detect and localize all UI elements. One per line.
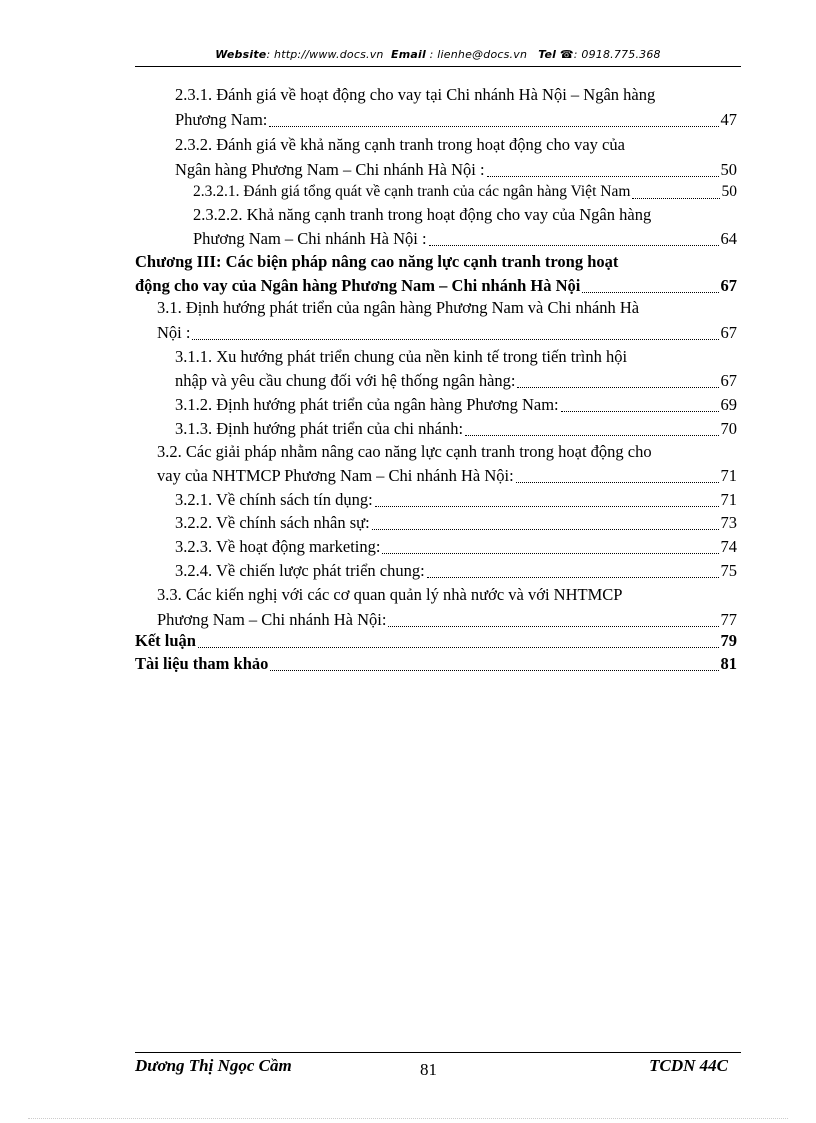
toc-entry-line: 3.1. Định hướng phát triển của ngân hàng Phương Nam và Chi nhánh Hà (157, 298, 640, 317)
toc-entry-tail (175, 418, 737, 441)
dot-leader (427, 577, 719, 578)
dot-leader (517, 387, 718, 388)
toc-entry-text: 3.2.3. Về hoạt động marketing: (175, 537, 381, 556)
toc-page-number: 67 (720, 276, 737, 295)
toc-page-number: 67 (720, 371, 737, 390)
toc-page-number: 70 (720, 419, 737, 438)
toc-page-number: 73 (720, 513, 737, 532)
dot-leader (582, 292, 718, 293)
toc-entry-tail (175, 489, 737, 512)
toc-entry-line: 2.3.1. Đánh giá về hoạt động cho vay tại Chi nhánh Hà Nội – Ngân hàng (175, 85, 656, 104)
dot-leader (269, 126, 718, 127)
dot-leader (198, 647, 719, 648)
dot-leader (487, 176, 719, 177)
dot-leader (388, 626, 718, 627)
toc-entry-tail (157, 609, 737, 632)
page-header (135, 48, 741, 61)
toc-entry-text: 3.2.4. Về chiến lược phát triển chung: (175, 561, 425, 580)
footer-rule (135, 1052, 741, 1053)
dot-leader (561, 411, 719, 412)
toc-entry-line: Chương III: Các biện pháp nâng cao năng lực cạnh tranh trong hoạt (135, 252, 619, 271)
dot-leader (372, 529, 719, 530)
dot-leader (382, 553, 718, 554)
toc-entry-line: 3.1.1. Xu hướng phát triển chung của nền kinh tế trong tiến trình hội (175, 347, 628, 366)
toc-entry-tail (157, 465, 737, 488)
toc-entry-tail (135, 653, 737, 676)
toc-page-number: 50 (721, 183, 737, 200)
toc-entry-line: 2.3.2.2. Khả năng cạnh tranh trong hoạt động cho vay của Ngân hàng (193, 205, 652, 224)
footer-author: Dương Thị Ngọc Cầm (135, 1056, 292, 1075)
dot-leader (192, 339, 718, 340)
toc-entry-line: 3.3. Các kiến nghị với các cơ quan quản lý nhà nước và với NHTMCP (157, 585, 623, 604)
toc-page-number: 71 (720, 466, 737, 485)
toc-entry-tail (175, 394, 737, 417)
toc-page-number: 50 (720, 160, 737, 179)
toc-page-number: 69 (720, 395, 737, 414)
toc-entry-text: 3.1.2. Định hướng phát triển của ngân hàng Phương Nam: (175, 395, 559, 414)
toc-entry-text: Tài liệu tham khảo (135, 654, 269, 673)
toc-entry-tail (193, 181, 737, 204)
dot-leader (465, 435, 718, 436)
dot-leader (375, 506, 719, 507)
toc-entry-text: Phương Nam – Chi nhánh Hà Nội : (193, 229, 427, 248)
tel-value: : 0918.775.368 (573, 48, 661, 61)
website-value: : http://www.docs.vn (266, 48, 384, 61)
toc-entry-text: Kết luận (135, 631, 196, 650)
toc-entry-tail (135, 275, 737, 298)
toc-page-number: 64 (720, 229, 737, 248)
toc-page-number: 71 (720, 490, 737, 509)
toc-entry-tail (175, 512, 737, 535)
toc-entry-tail (157, 322, 737, 345)
page-edge (28, 1118, 788, 1119)
toc-page-number: 81 (720, 654, 737, 673)
toc-entry-tail (135, 630, 737, 653)
tel-label: Tel (538, 48, 557, 61)
toc-entry-tail (175, 536, 737, 559)
toc-entry-text: 3.1.3. Định hướng phát triển của chi nhánh: (175, 419, 464, 438)
toc-entry-text: Phương Nam – Chi nhánh Hà Nội: (157, 610, 387, 629)
footer-page-number: 81 (420, 1060, 437, 1079)
toc-entry-tail (193, 228, 737, 251)
dot-leader (429, 245, 719, 246)
toc-entry-text: nhập và yêu cầu chung đối với hệ thống ngân hàng: (175, 371, 516, 390)
toc-entry-tail (175, 560, 737, 583)
toc-entry-line: 3.2. Các giải pháp nhằm nâng cao năng lực cạnh tranh trong hoạt động cho (157, 442, 652, 461)
dot-leader (632, 198, 719, 199)
toc-entry-line: 2.3.2. Đánh giá về khả năng cạnh tranh trong hoạt động cho vay của (175, 135, 625, 154)
toc-entry-text: 3.2.2. Về chính sách nhân sự: (175, 513, 370, 532)
toc-page-number: 77 (720, 610, 737, 629)
header-rule (135, 66, 741, 67)
email-value: : lienhe@docs.vn (425, 48, 528, 61)
toc-entry-text: Ngân hàng Phương Nam – Chi nhánh Hà Nội : (175, 160, 485, 179)
toc-page-number: 75 (720, 561, 737, 580)
toc-page-number: 79 (720, 631, 737, 650)
website-label: Website (215, 48, 267, 61)
footer-class-code: TCDN 44C (649, 1056, 728, 1075)
toc-entry-tail (175, 159, 737, 182)
toc-entry-text: vay của NHTMCP Phương Nam – Chi nhánh Hà Nội: (157, 466, 514, 485)
toc-entry-text: Phương Nam: (175, 110, 268, 129)
toc-page-number: 67 (720, 323, 737, 342)
dot-leader (270, 670, 718, 671)
toc-page-number: 47 (720, 110, 737, 129)
toc-entry-text: 3.2.1. Về chính sách tín dụng: (175, 490, 373, 509)
dot-leader (516, 482, 719, 483)
toc-entry-tail (175, 370, 737, 393)
phone-icon: ☎ (559, 48, 574, 61)
toc-page-number: 74 (720, 537, 737, 556)
toc-entry-text: 2.3.2.1. Đánh giá tổng quát về cạnh tranh của các ngân hàng Việt Nam (193, 183, 631, 200)
toc-entry-tail (175, 109, 737, 132)
toc-entry-text: động cho vay của Ngân hàng Phương Nam – Chi nhánh Hà Nội (135, 276, 581, 295)
email-label: Email (391, 48, 426, 61)
toc-entry-text: Nội : (157, 323, 191, 342)
